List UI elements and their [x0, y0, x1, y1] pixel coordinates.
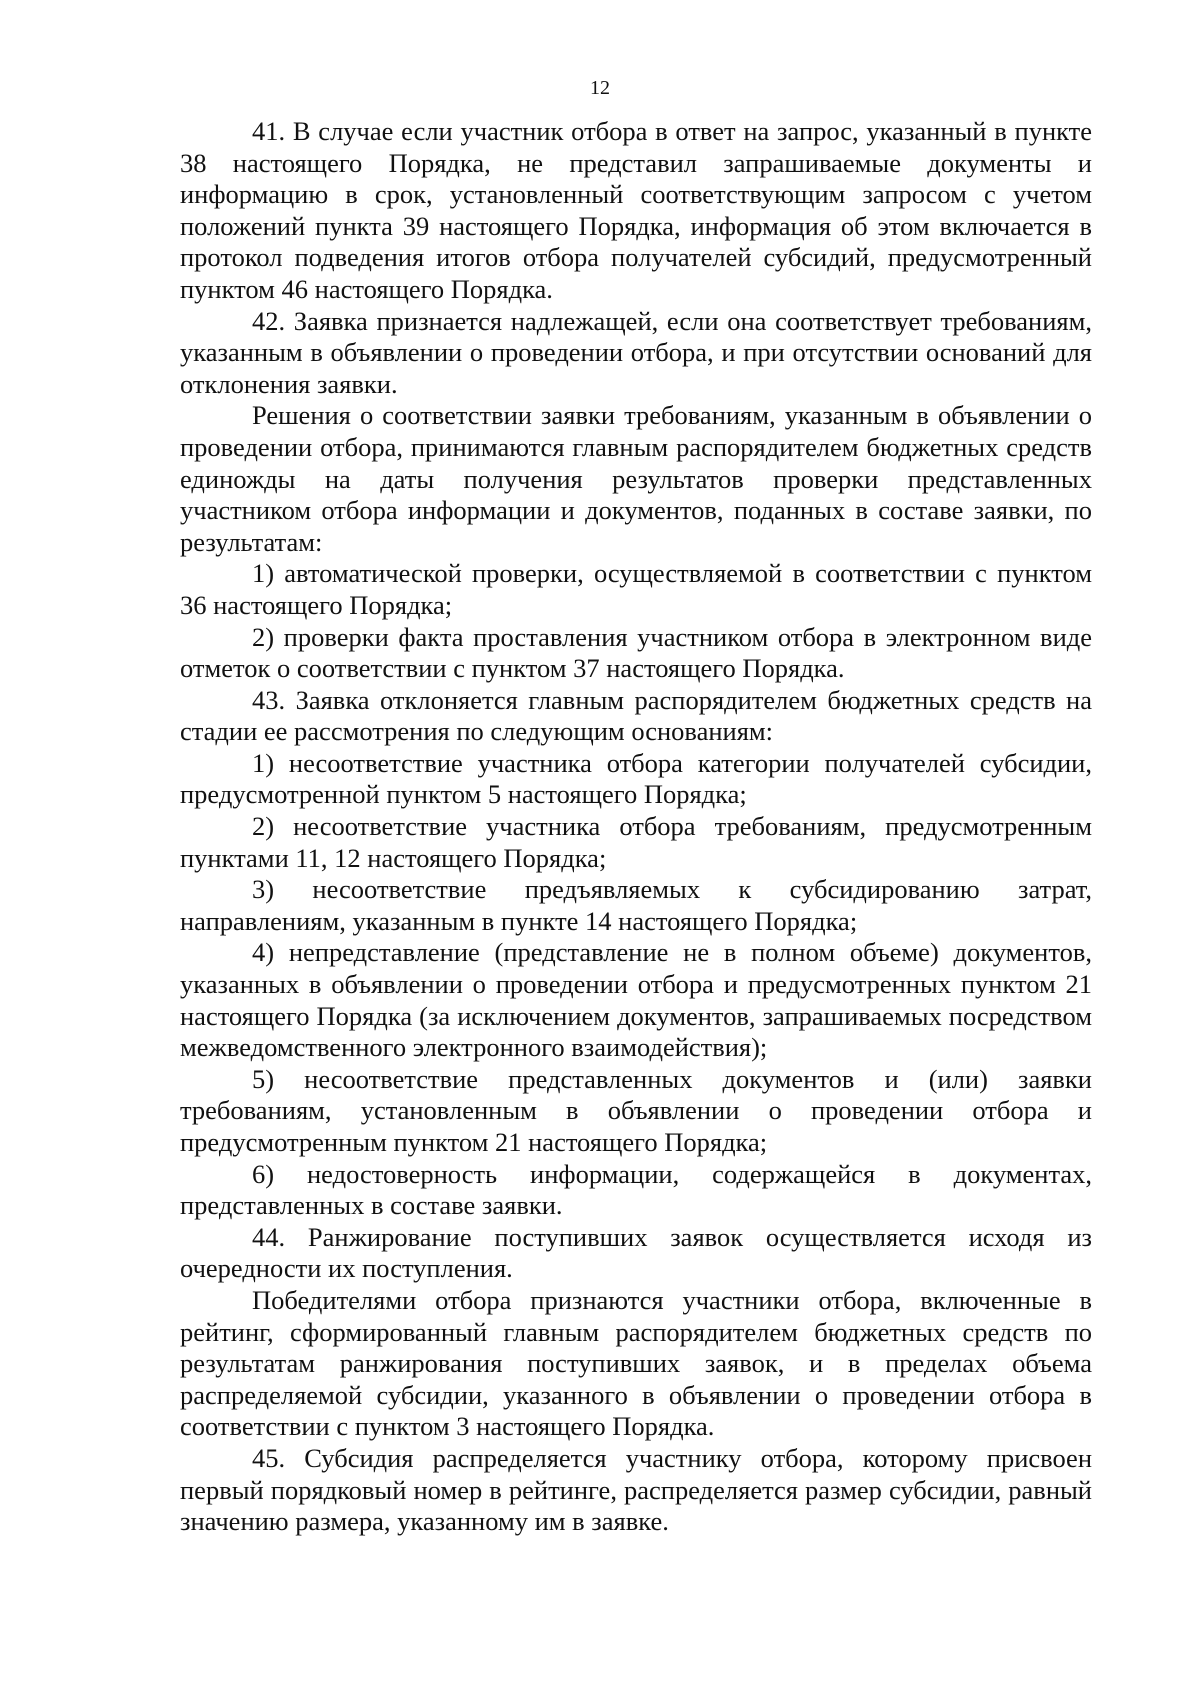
- list-item-43-1: 1) несоответствие участника отбора категории получателей субсидии, предусмотренной пунктом 5 настоящего Порядка;: [180, 747, 1092, 810]
- paragraph-45: 45. Субсидия распределяется участнику отбора, которому присвоен первый порядковый номер в рейтинге, распределяется размер субсидии, равный значению размера, указанному им в заявке.: [180, 1442, 1092, 1537]
- paragraph-43: 43. Заявка отклоняется главным распорядителем бюджетных средств на стадии ее рассмотрения по следующим основаниям:: [180, 684, 1092, 747]
- list-item-43-4: 4) непредставление (представление не в полном объеме) документов, указанных в объявлении о проведении отбора и предусмотренных пунктом 21 настоящего Порядка (за исключением документов, запрашиваемых посредством межведомственного электронного взаимодействия);: [180, 937, 1092, 1063]
- list-item-43-3: 3) несоответствие предъявляемых к субсидированию затрат, направлениям, указанным в пункте 14 настоящего Порядка;: [180, 874, 1092, 936]
- paragraph-42-decisions: Решения о соответствии заявки требованиям, указанным в объявлении о проведении отбора, принимаются главным распорядителем бюджетных средств единожды на даты получения результатов проверки представленных участником отбора информации и документов, поданных в составе заявки, по результатам:: [180, 400, 1092, 557]
- paragraph-42: 42. Заявка признается надлежащей, если она соответствует требованиям, указанным в объявлении о проведении отбора, и при отсутствии оснований для отклонения заявки.: [180, 305, 1092, 399]
- document-body: [180, 116, 1092, 1538]
- list-item-43-5: 5) несоответствие представленных документов и (или) заявки требованиям, установленным в объявлении о проведении отбора и предусмотренным пунктом 21 настоящего Порядка;: [180, 1063, 1092, 1157]
- list-item-43-2: 2) несоответствие участника отбора требованиям, предусмотренным пунктами 11, 12 настоящего Порядка;: [180, 811, 1092, 873]
- list-item-42-2: 2) проверки факта проставления участником отбора в электронном виде отметок о соответствии с пунктом 37 настоящего Порядка.: [180, 621, 1092, 684]
- paragraph-41: 41. В случае если участник отбора в ответ на запрос, указанный в пункте 38 настоящего Порядка, не представил запрашиваемые документы и информацию в срок, установленный соответствующим запросом с учетом положений пункта 39 настоящего Порядка, информация об этом включается в протокол подведения итогов отбора получателей субсидий, предусмотренный пунктом 46 настоящего Порядка.: [180, 116, 1092, 304]
- list-item-43-6: 6) недостоверность информации, содержащейся в документах, представленных в составе заявки.: [180, 1158, 1092, 1221]
- paragraph-44-winners: Победителями отбора признаются участники отбора, включенные в рейтинг, сформированный главным распорядителем бюджетных средств по результатам ранжирования поступивших заявок, и в пределах объема распределяемой субсидии, указанного в объявлении о проведении отбора в соответствии с пунктом 3 настоящего Порядка.: [180, 1284, 1092, 1442]
- page-number: 12: [590, 77, 610, 99]
- list-item-42-1: 1) автоматической проверки, осуществляемой в соответствии с пунктом 36 настоящего Порядка;: [180, 558, 1092, 620]
- paragraph-44: 44. Ранжирование поступивших заявок осуществляется исходя из очередности их поступления.: [180, 1221, 1092, 1284]
